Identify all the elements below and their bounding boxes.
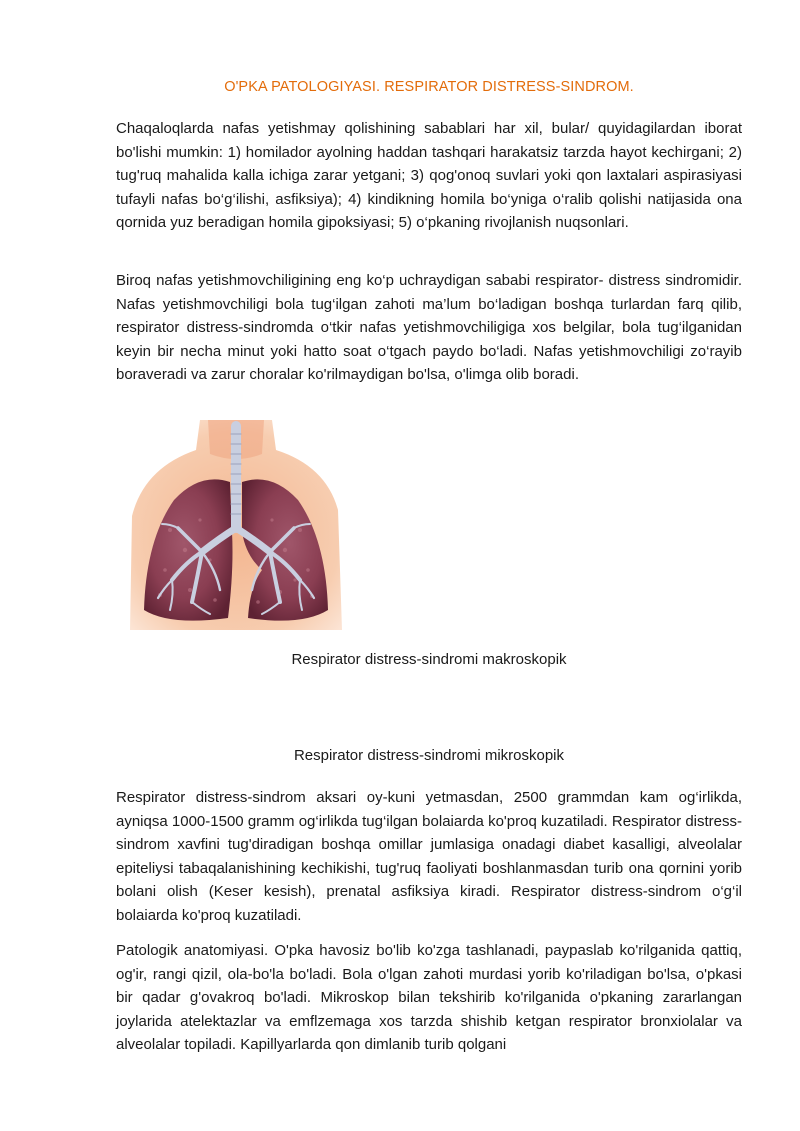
paragraph-distress-syndrome: Biroq nafas yetishmovchiligining eng ko‘p uchraydigan sababi respirator- distress sindromidir. Nafas yetishmovchiligi bola tug‘ilgan zahoti ma’lum bo‘ladigan boshqa turlardan farq qilib, respirator distress-sindromda o‘tkir nafas yetishmovchiligiga xos belgilar, bola tug‘ilganidan keyin bir necha minut yoki hatto soat o‘tgach paydo bo‘ladi. Nafas yetishmovchiligi zo‘rayib boraveradi va zarur choralar ko'rilmaydigan bo'lsa, o'limga olib boradi. — [116, 272, 742, 383]
lungs-illustration-icon — [130, 420, 342, 630]
document-title: O'PKA PATOLOGIYASI. RESPIRATOR DISTRESS-SINDROM. — [224, 79, 634, 95]
figure-caption-microscopic: Respirator distress-sindromi mikroskopik — [293, 747, 565, 764]
paragraph-risk-factors: Respirator distress-sindrom aksari oy-kuni yetmasdan, 2500 grammdan kam og‘irlikda, ayniqsa 1000-1500 gramm og‘irlikda tug‘ilgan bolaiarda ko'proq kuzatiladi. Respirator distress-sindrom xavfini tug'diradigan boshqa omillar jumlasiga onadagi diabet kasalligi, alveolalar epiteliysi tabaqalanishining kechikishi, tug'ruq faoliyati boshlanmasdan turib ona qornini yorib bolani olish (Keser kesish), prenatal asfiksiya kiradi. Respirator distress-sindrom o‘g‘il bolaiarda ko'proq kuzatiladi. — [116, 789, 742, 924]
figure-caption-macroscopic: Respirator distress-sindromi makroskopik — [291, 651, 567, 668]
paragraph-pathological-anatomy: Patologik anatomiyasi. O'pka havosiz bo'lib ko'zga tashlanadi, paypaslab ko'rilganida qattiq, og'ir, rangi qizil, ola-bo'la bo'ladi. Bola o'lgan zahoti murdasi yorib ko'riladigan bo'lsa, o'pkasi bir qadar g'ovakroq bo'ladi. Mikroskop bilan tekshirib ko'rilganida o'pkaning zararlangan joylarida atelektazlar va emflzemaga xos tarzda shishib ketgan respirator bronxiolalar va alveolalar topiladi. Kapillyarlarda qon dimlanib turib qolgani — [116, 942, 742, 1053]
paragraph-causes: Chaqaloqlarda nafas yetishmay qolishining sabablari har xil, bular/ quyidagilardan iborat bo'lishi mumkin: 1) homilador ayolning haddan tashqari harakatsiz tarzda hayot kechirgani; 2) tug'ruq mahalida kalla ichiga zarar yetgani; 3) qog'onoq suvlari yoki qon laxtalari aspirasiyasi tufayli nafas bo‘g‘ilishi, asfiksiya); 4) kindikning homila bo‘yniga o‘ralib qolishi natijasida ona qornida yuz beradigan homila gipoksiyasi; 5) o‘pkaning rivojlanish nuqsonlari. — [116, 120, 742, 231]
